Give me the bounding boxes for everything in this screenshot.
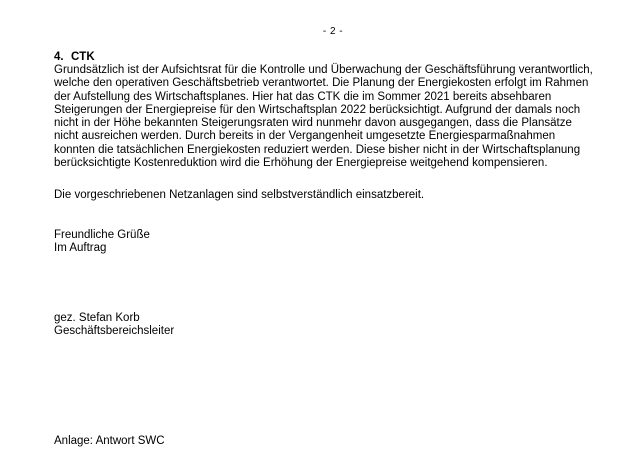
section-heading bbox=[54, 51, 624, 64]
page-number: - 2 - bbox=[322, 26, 344, 37]
body-line: Steigerungen der Energiepreise für den Wirtschaftsplan 2022 berücksichtigt. Aufgrund der damals noch bbox=[54, 103, 581, 116]
body-line: Grundsätzlich ist der Aufsichtsrat für die Kontrolle und Überwachung der Geschäftsführung verantwortlich, bbox=[54, 64, 593, 76]
section-title: CTK bbox=[71, 51, 95, 63]
body-line: nicht in der Höhe bekannten Steigerungsraten wird nunmehr davon ausgegangen, dass die Plansätze bbox=[54, 117, 572, 130]
signature-block bbox=[54, 312, 624, 339]
signature-role: Geschäftsbereichsleiter bbox=[54, 325, 175, 338]
section-number: 4. bbox=[54, 51, 64, 63]
attachment-note: Anlage: Antwort SWC bbox=[54, 435, 165, 447]
closing-on-behalf: Im Auftrag bbox=[54, 242, 107, 255]
section-body bbox=[54, 64, 624, 170]
body-line: konnten die tatsächlichen Energiekosten reduziert werden. Diese bisher nicht in der Wirtschaftsplanung bbox=[54, 143, 581, 156]
signature-name: gez. Stefan Korb bbox=[54, 312, 140, 324]
netz-statement: Die vorgeschriebenen Netzanlagen sind selbstverständlich einsatzbereit. bbox=[54, 189, 425, 201]
closing-greeting: Freundliche Grüße bbox=[54, 229, 150, 241]
body-line: berücksichtigte Kostenreduktion wird die Erhöhung der Energiepreise weitgehend kompensieren. bbox=[54, 157, 548, 170]
body-line: nicht ausreichen werden. Durch bereits in der Vergangenheit umgesetzte Energiesparmaßnahmen bbox=[54, 130, 556, 143]
body-line: welche den operativen Geschäftsbetrieb verantwortet. Die Planung der Energiekosten erfolgt im Rahmen bbox=[54, 77, 589, 90]
closing-block bbox=[54, 229, 624, 256]
body-line: der Aufstellung des Wirtschaftsplanes. Hier hat das CTK die im Sommer 2021 bereits absehbaren bbox=[54, 90, 552, 103]
